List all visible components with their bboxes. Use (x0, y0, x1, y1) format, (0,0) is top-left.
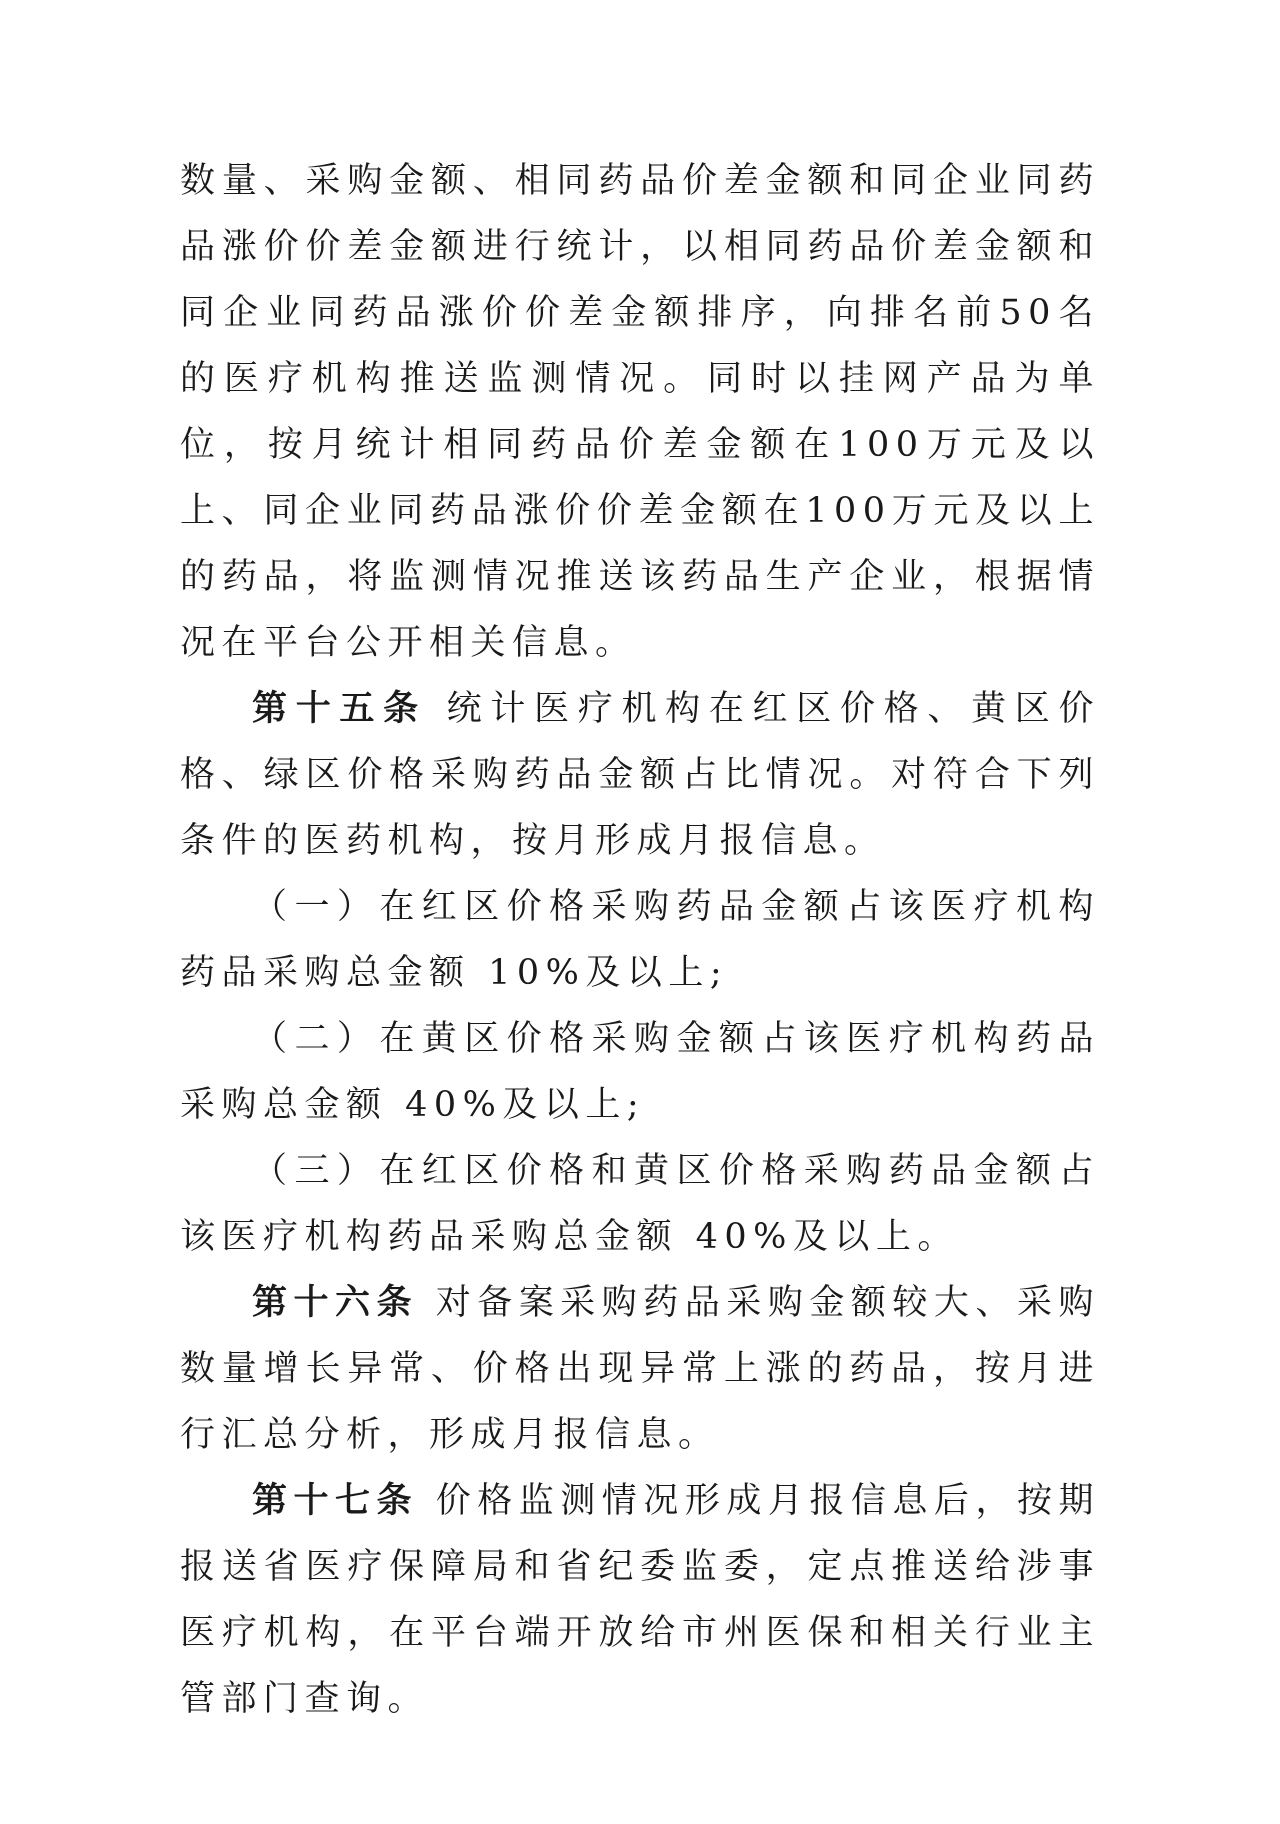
paragraph-continuation (180, 148, 1100, 676)
paragraph-text: （三）在红区价格和黄区价格采购药品金额占该医疗机构药品采购总金额 40%及以上。 (180, 1151, 1100, 1257)
article-heading: 第十五条 (252, 688, 427, 729)
article-heading: 第十七条 (252, 1480, 419, 1521)
article-heading: 第十六条 (252, 1282, 419, 1323)
article-15 (180, 676, 1100, 874)
document-page (180, 148, 1100, 1732)
paragraph-text: （一）在红区价格采购药品金额占该医疗机构药品采购总金额 10%及以上; (180, 887, 1100, 993)
list-item-2 (180, 1006, 1100, 1138)
list-item-3 (180, 1138, 1100, 1270)
list-item-1 (180, 874, 1100, 1006)
paragraph-text: 对备案采购药品采购金额较大、采购数量增长异常、价格出现异常上涨的药品，按月进行汇总分析，形成月报信息。 (180, 1283, 1100, 1455)
paragraph-text: 价格监测情况形成月报信息后，按期报送省医疗保障局和省纪委监委，定点推送给涉事医疗机构，在平台端开放给市州医保和相关行业主管部门查询。 (180, 1481, 1100, 1719)
paragraph-text: （二）在黄区价格采购金额占该医疗机构药品采购总金额 40%及以上; (180, 1019, 1100, 1125)
article-17 (180, 1468, 1100, 1732)
paragraph-text: 统计医疗机构在红区价格、黄区价格、绿区价格采购药品金额占比情况。对符合下列条件的医药机构，按月形成月报信息。 (180, 689, 1100, 861)
paragraph-text: 数量、采购金额、相同药品价差金额和同企业同药品涨价价差金额进行统计，以相同药品价差金额和同企业同药品涨价价差金额排序，向排名前50名的医疗机构推送监测情况。同时以挂网产品为单位，按月统计相同药品价差金额在100万元及以上、同企业同药品涨价价差金额在100万元及以上的药品，将监测情况推送该药品生产企业，根据情况在平台公开相关信息。 (180, 161, 1100, 663)
article-16 (180, 1270, 1100, 1468)
